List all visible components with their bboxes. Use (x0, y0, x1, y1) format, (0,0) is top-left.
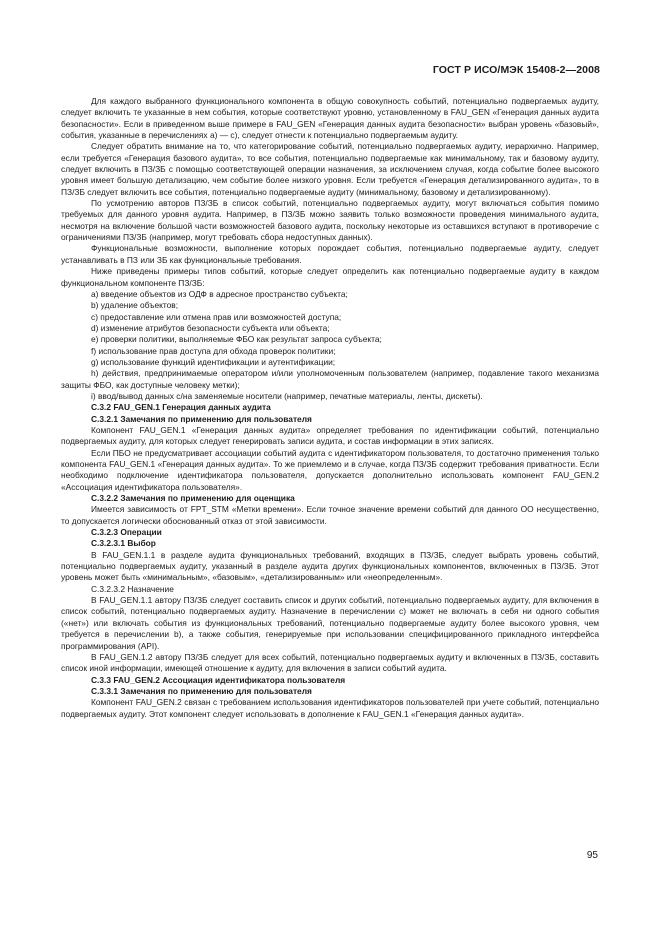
page-number: 95 (586, 850, 598, 861)
list-item: h) действия, предпринимаемые оператором и/или уполномоченным пользователем (например, подавление такого механизма защиты ФБО, как доступные человеку метки); (61, 368, 599, 390)
subsection-heading: С.3.2.3 Операции (91, 527, 162, 538)
paragraph: Функциональные возможности, выполнение которых порождает события, потенциально подвергаемые аудиту, следует устанавливать в ПЗ или ЗБ как функциональные требования. (61, 243, 599, 265)
paragraph: Если ПБО не предусматривает ассоциации событий аудита с идентификатором пользователя, то достаточно применения только компонента FAU_GEN.1 «Генерация данных аудита». То же приемлемо и в случае, когда ПЗ/ЗБ содержит требования приватности. Если необходимо подключение идентификатора пользователя, допускается дополнительно использовать компонент FAU_GEN.2 «Ассоциация идентификатора пользователя». (61, 447, 599, 492)
list-item: d) изменение атрибутов безопасности субъекта или объекта; (91, 322, 330, 333)
paragraph: Компонент FAU_GEN.1 «Генерация данных аудита» определяет требования по идентификации событий, потенциально подвергаемых аудиту, для которых следует генерировать записи аудита, и состав информации в этих записях. (61, 424, 599, 447)
list-item: g) использование функций идентификации и аутентификации; (91, 356, 336, 367)
list-item: b) удаление объектов; (91, 300, 179, 311)
subsection-heading: С.3.2.2 Замечания по применению для оценщика (91, 493, 295, 504)
subsection-heading: С.3.2.3.1 Выбор (91, 538, 156, 549)
section-heading: С.3.3 FAU_GEN.2 Ассоциация идентификатора пользователя (91, 674, 346, 685)
paragraph: Ниже приведены примеры типов событий, которые следует определить как потенциально подвергаемые аудиту в каждом функциональном компоненте ПЗ/ЗБ: (61, 266, 599, 288)
subsection-heading: С.3.2.1 Замечания по применению для пользователя (91, 413, 312, 424)
paragraph: Компонент FAU_GEN.2 связан с требованием использования идентификаторов пользователей при учете событий, потенциально подвергаемых аудиту. Этот компонент следует использовать в дополнение к FAU_GEN.1 «Генерация данных аудита». (61, 697, 599, 719)
paragraph: Для каждого выбранного функционального компонента в общую совокупность событий, потенциально подвергаемых аудиту, следует включить те указанные в нем события, которые соответствуют уровню, установленному в FAU_GEN «Генерация данных аудита безопасности». Если в приведенном выше примере в FAU_GEN «Генерация данных аудита безопасности» выбран уровень «базовый», события, указанные в перечислениях а) — с), следует отнести к потенциально подвергаемым аудиту. (61, 96, 599, 141)
subsection-heading: С.3.3.1 Замечания по применению для пользователя (91, 685, 312, 696)
list-item: f) использование прав доступа для обхода проверок политики; (91, 345, 336, 356)
subsection-heading: С.3.2.3.2 Назначение (91, 583, 174, 594)
list-item: а) введение объектов из ОДФ в адресное пространство субъекта; (91, 288, 348, 299)
paragraph: Имеется зависимость от FPT_STM «Метки времени». Если точное значение времени событий для данного ОО несущественно, то допускается логически обоснованный отказ от этой зависимости. (61, 504, 599, 526)
paragraph: В FAU_GEN.1.1 автору ПЗ/ЗБ следует составить список и других событий, потенциально подвергаемых аудиту, для включения в список событий, потенциально подвергаемых аудиту. Назначение в перечислении с) может не включать в себя ни одного события («нет») или включать события из функциональных требований, потенциально подвергаемые аудиту более высокого уровня, чем требуется в перечислении b), а также события, генерируемые при использовании специфицированного прикладного интерфейса программирования (API). (61, 595, 599, 651)
page-content (61, 96, 599, 720)
standard-header: ГОСТ Р ИСО/МЭК 15408-2—2008 (432, 64, 600, 76)
paragraph: Следует обратить внимание на то, что категорирование событий, потенциально подвергаемых аудиту, иерархично. Например, если требуется «Генерация базового аудита», то все события, потенциально подвергаемые как минимальному, так и базовому аудиту, следует включить в ПЗ/ЗБ с помощью соответствующей операции назначения, за исключением случая, когда событие более высокого уровня имеет большую детализацию, чем событие более низкого уровня. Если требуется «Генерация детализированного аудита», то в ПЗ/ЗБ следует включить все события, потенциально подвергаемые аудиту (минимальному, базовому и детализированному). (61, 141, 599, 197)
paragraph: В FAU_GEN.1.2 автору ПЗ/ЗБ следует для всех событий, потенциально подвергаемых аудиту и включенных в ПЗ/ЗБ, составить список иной информации, имеющей отношение к аудиту, для включения в записи событий аудита. (61, 651, 599, 674)
list-item: с) предоставление или отмена прав или возможностей доступа; (91, 311, 342, 322)
paragraph: По усмотрению авторов ПЗ/ЗБ в список событий, потенциально подвергаемых аудиту, могут включаться события помимо требуемых для данного уровня аудита. Например, в ПЗ/ЗБ можно заявить только возможности проведения минимального аудита, несмотря на включение большой части возможностей базового аудита, поскольку некоторые из оставшихся вступают в противоречие с ограничениями ПЗ/ЗБ (например, могут требовать сбора недоступных данных). (61, 198, 599, 243)
section-heading: С.3.2 FAU_GEN.1 Генерация данных аудита (91, 402, 271, 413)
list-item: е) проверки политики, выполняемые ФБО как результат запроса субъекта; (91, 334, 382, 345)
paragraph: В FAU_GEN.1.1 в разделе аудита функциональных требований, входящих в ПЗ/ЗБ, следует выбрать уровень событий, потенциально подвергаемых аудиту, указанный в разделе аудита других функциональных компонентов, включенных в ПЗ/ЗБ. Этот уровень может быть «минимальным», «базовым», «детализированным» или «неопределенным». (61, 549, 599, 583)
list-item: i) ввод/вывод данных с/на заменяемые носители (например, печатные материалы, ленты, дискеты). (91, 390, 483, 401)
